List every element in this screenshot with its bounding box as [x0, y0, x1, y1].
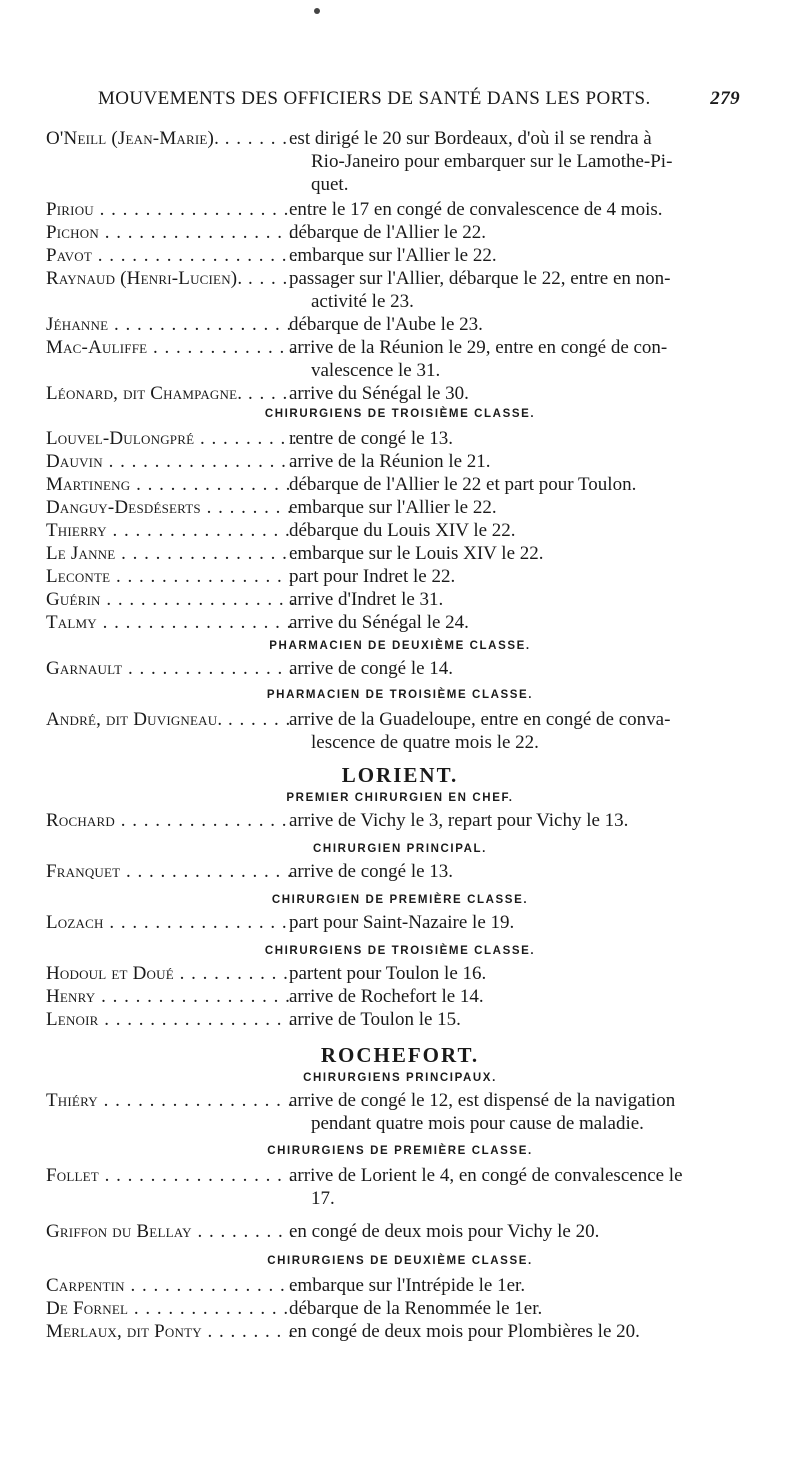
section-heading: PHARMACIEN DE DEUXIÈME CLASSE. — [269, 640, 531, 652]
entry — [46, 450, 766, 473]
entry-text: débarque de la Renommée le 1er. — [289, 1298, 543, 1319]
officer-name: Raynaud (Henri-Lucien). . . . — [46, 267, 296, 290]
entry-text: arrive du Sénégal le 24. — [289, 612, 469, 633]
entry — [46, 244, 766, 267]
officer-name: Merlaux, dit Ponty . . . — [46, 1320, 296, 1343]
entry — [46, 542, 766, 565]
entry-text: embarque sur l'Allier le 22. — [289, 245, 497, 266]
officer-name: Dauvin . . . — [46, 450, 296, 473]
entry-text: arrive du Sénégal le 30. — [289, 383, 469, 404]
entry-text: débarque de l'Allier le 22. — [289, 222, 487, 243]
entry-text: embarque sur le Louis XIV le 22. — [289, 543, 544, 564]
entry — [46, 962, 766, 985]
officer-name: Guérin . . . — [46, 588, 296, 611]
entry — [46, 1164, 766, 1210]
officer-name: Griffon du Bellay . . . — [46, 1220, 296, 1243]
entry — [46, 1089, 766, 1135]
officer-name: André, dit Duvigneau. . . . — [46, 708, 296, 731]
entry-text: en congé de deux mois pour Vichy le 20. — [289, 1221, 600, 1242]
page-title: MOUVEMENTS DES OFFICIERS DE SANTÉ DANS LES PORTS. — [98, 88, 651, 109]
entry-text: arrive d'Indret le 31. — [289, 589, 444, 610]
entry-text: est dirigé le 20 sur Bordeaux, d'où il se rendra à Rio-Janeiro pour embarquer sur le Lamothe-Pi- quet. — [289, 128, 673, 195]
entry-text: arrive de la Guadeloupe, entre en congé de conva- lescence de quatre mois le 22. — [289, 709, 671, 753]
entry — [46, 496, 766, 519]
entry — [46, 611, 766, 634]
entry — [46, 427, 766, 450]
entry — [46, 1220, 766, 1243]
officer-name: Le Janne . . . — [46, 542, 296, 565]
page-header — [98, 88, 740, 110]
officer-name: Mac-Auliffe . . . — [46, 336, 296, 359]
section-heading: CHIRURGIENS DE DEUXIÈME CLASSE. — [267, 1255, 533, 1267]
entry — [46, 1274, 766, 1297]
section-heading: CHIRURGIENS DE TROISIÈME CLASSE. — [264, 945, 536, 957]
officer-name: Talmy . . . — [46, 611, 296, 634]
entry-text: entre le 17 en congé de convalescence de 4 mois. — [289, 199, 663, 220]
officer-name: Leconte . . . — [46, 565, 296, 588]
entry-text: part pour Saint-Nazaire le 19. — [289, 912, 515, 933]
entry — [46, 588, 766, 611]
officer-name: Henry . . . — [46, 985, 296, 1008]
section-heading: CHIRURGIENS PRINCIPAUX. — [303, 1072, 497, 1084]
entry — [46, 657, 766, 680]
entry — [46, 809, 766, 832]
entry-text: embarque sur l'Intrépide le 1er. — [289, 1275, 526, 1296]
entry-text: arrive de congé le 13. — [289, 861, 454, 882]
officer-name: Franquet . . . — [46, 860, 296, 883]
entry — [46, 336, 766, 382]
entry — [46, 708, 766, 754]
ink-speck — [314, 8, 320, 14]
entry — [46, 860, 766, 883]
officer-name: Rochard . . . — [46, 809, 296, 832]
entry — [46, 1008, 766, 1031]
entry-text: part pour Indret le 22. — [289, 566, 456, 587]
entry-text: arrive de la Réunion le 29, entre en congé de con- valescence le 31. — [289, 337, 668, 381]
entry — [46, 127, 766, 196]
officer-name: Louvel-Dulongpré . . . — [46, 427, 296, 450]
entry-text: arrive de congé le 12, est dispensé de la navigation pendant quatre mois pour cause de maladie. — [289, 1090, 676, 1134]
entry-text: embarque sur l'Allier le 22. — [289, 497, 497, 518]
officer-name: Jéhanne . . . — [46, 313, 296, 336]
city-heading: ROCHEFORT. — [320, 1043, 480, 1067]
officer-name: O'Neill (Jean-Marie). . . . — [46, 127, 296, 150]
entry — [46, 313, 766, 336]
entry — [46, 565, 766, 588]
city-heading: LORIENT. — [341, 763, 459, 787]
entry-text: en congé de deux mois pour Plombières le 20. — [289, 1321, 640, 1342]
section-heading: CHIRURGIENS DE PREMIÈRE CLASSE. — [267, 1145, 533, 1157]
section-heading: CHIRURGIEN PRINCIPAL. — [313, 843, 487, 855]
officer-name: Thiéry . . . — [46, 1089, 296, 1112]
officer-name: Garnault . . . — [46, 657, 296, 680]
officer-name: Piriou . . . — [46, 198, 296, 221]
entry — [46, 519, 766, 542]
officer-name: Hodoul et Doué . . . — [46, 962, 296, 985]
officer-name: Pavot . . . — [46, 244, 296, 267]
entry-text: débarque de l'Aube le 23. — [289, 314, 483, 335]
section-heading: CHIRURGIENS DE TROISIÈME CLASSE. — [264, 408, 536, 420]
entry — [46, 382, 766, 405]
entry-text: arrive de Vichy le 3, repart pour Vichy le 13. — [289, 810, 629, 831]
officer-name: Danguy-Desdéserts . . . — [46, 496, 296, 519]
entry — [46, 985, 766, 1008]
entry-text: arrive de congé le 14. — [289, 658, 454, 679]
entry-text: débarque du Louis XIV le 22. — [289, 520, 516, 541]
officer-name: De Fornel . . . — [46, 1297, 296, 1320]
entry — [46, 221, 766, 244]
entry — [46, 198, 766, 221]
officer-name: Pichon . . . — [46, 221, 296, 244]
entry-text: passager sur l'Allier, débarque le 22, entre en non- activité le 23. — [289, 268, 671, 312]
officer-name: Thierry . . . — [46, 519, 296, 542]
entry — [46, 1320, 766, 1343]
entry-text: partent pour Toulon le 16. — [289, 963, 487, 984]
entry-text: arrive de Rochefort le 14. — [289, 986, 484, 1007]
entry — [46, 1297, 766, 1320]
officer-name: Léonard, dit Champagne. . . . — [46, 382, 296, 405]
officer-name: Lozach . . . — [46, 911, 296, 934]
entry-text: arrive de Toulon le 15. — [289, 1009, 461, 1030]
officer-name: Lenoir . . . — [46, 1008, 296, 1031]
section-heading: PHARMACIEN DE TROISIÈME CLASSE. — [266, 689, 534, 701]
officer-name: Carpentin . . . — [46, 1274, 296, 1297]
entry-text: rentre de congé le 13. — [289, 428, 454, 449]
page-number: 279 — [710, 88, 740, 109]
officer-name: Follet . . . — [46, 1164, 296, 1187]
entry — [46, 267, 766, 313]
section-heading: PREMIER CHIRURGIEN EN CHEF. — [286, 792, 514, 804]
section-heading: CHIRURGIEN DE PREMIÈRE CLASSE. — [271, 894, 529, 906]
entry — [46, 911, 766, 934]
entry-text: arrive de la Réunion le 21. — [289, 451, 491, 472]
officer-name: Martineng . . . — [46, 473, 296, 496]
entry-text: débarque de l'Allier le 22 et part pour Toulon. — [289, 474, 637, 495]
entry — [46, 473, 766, 496]
entry-text: arrive de Lorient le 4, en congé de convalescence le 17. — [289, 1165, 683, 1209]
